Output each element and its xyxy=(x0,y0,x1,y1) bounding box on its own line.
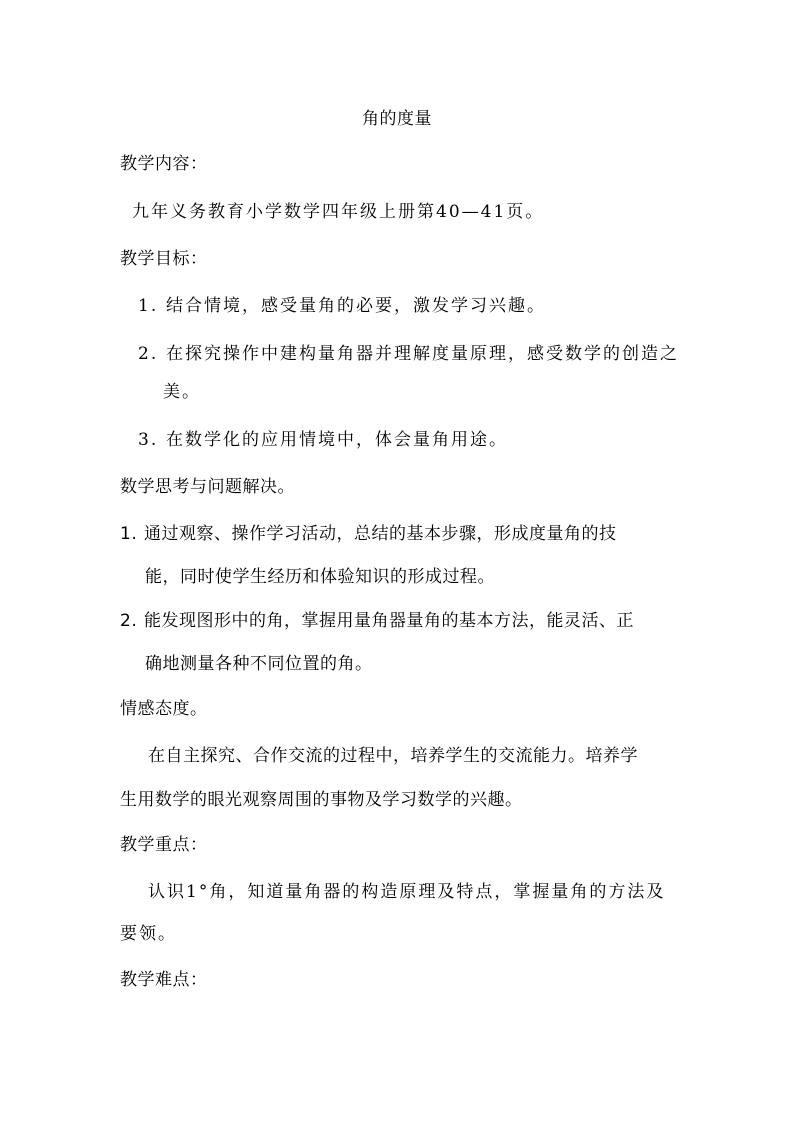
goal-item-1 xyxy=(138,295,546,317)
goal-number: 3. xyxy=(138,430,159,450)
page-title: 角的度量 xyxy=(362,109,432,129)
content-text: 九年义务教育小学数学四年级上册第40—41页。 xyxy=(132,202,545,222)
goal-item-2 xyxy=(138,343,679,365)
content-heading: 教学内容： xyxy=(120,154,208,174)
emotion-text-line-2: 生用数学的眼光观察周围的事物及学习数学的兴趣。 xyxy=(120,790,523,810)
thinking-text: 能发现图形中的角，掌握用量角器量角的基本方法，能灵活、正 xyxy=(144,611,634,631)
emotion-text-line-1: 在自主探究、合作交流的过程中，培养学生的交流能力。培养学 xyxy=(148,746,638,766)
thinking-text: 通过观察、操作学习活动，总结的基本步骤，形成度量角的技 xyxy=(144,524,617,544)
goal-item-3 xyxy=(138,429,508,451)
goals-heading: 教学目标： xyxy=(120,249,208,269)
thinking-item-1-continued: 能，同时使学生经历和体验知识的形成过程。 xyxy=(145,567,495,587)
thinking-item-2 xyxy=(120,610,634,632)
key-text-line-1: 认识1°角，知道量角器的构造原理及特点，掌握量角的方法及 xyxy=(148,882,666,902)
thinking-number: 2. xyxy=(120,611,138,631)
difficulty-heading: 教学难点： xyxy=(120,970,208,990)
goal-text: 结合情境，感受量角的必要，激发学习兴趣。 xyxy=(166,296,546,316)
thinking-heading: 数学思考与问题解决。 xyxy=(120,477,295,497)
goal-text: 在探究操作中建构量角器并理解度量原理，感受数学的创造之 xyxy=(166,344,679,364)
goal-item-2-continued: 美。 xyxy=(163,382,201,402)
goal-number: 1. xyxy=(138,296,159,316)
thinking-item-2-continued: 确地测量各种不同位置的角。 xyxy=(145,654,373,674)
thinking-item-1 xyxy=(120,523,617,545)
thinking-number: 1. xyxy=(120,524,138,544)
goal-text: 在数学化的应用情境中，体会量角用途。 xyxy=(166,430,508,450)
emotion-heading: 情感态度。 xyxy=(120,699,208,719)
key-text-line-2: 要领。 xyxy=(120,924,177,944)
goal-number: 2. xyxy=(138,344,159,364)
key-heading: 教学重点： xyxy=(120,835,208,855)
